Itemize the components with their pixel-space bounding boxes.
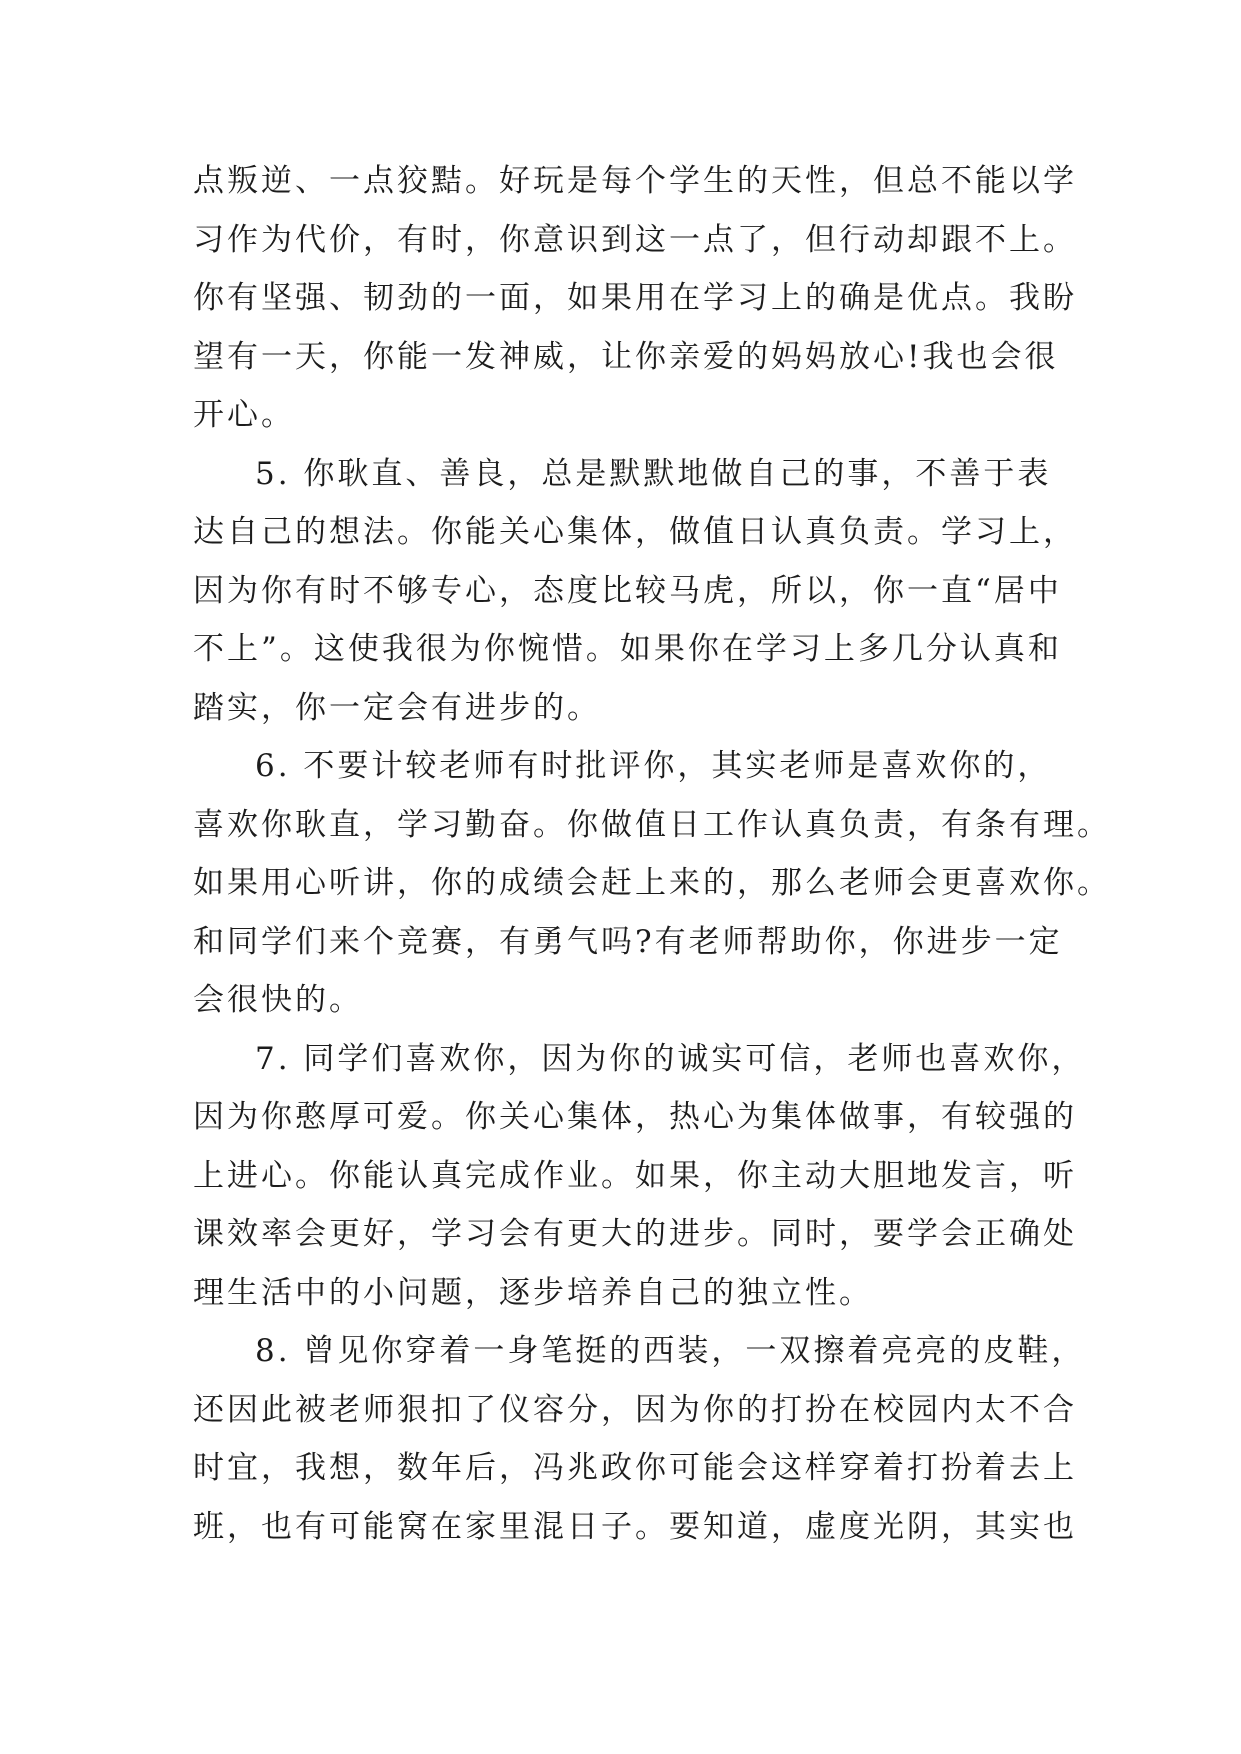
text-line: 因为你有时不够专心，态度比较马虎，所以，你一直“居中 xyxy=(193,572,1062,609)
text-line: 点叛逆、一点狡黠。好玩是每个学生的天性，但总不能以学 xyxy=(193,163,1077,199)
text-line: 开心。 xyxy=(193,397,295,433)
paragraph-first-line: 8. 曾见你穿着一身笔挺的西装，一双擦着亮亮的皮鞋， xyxy=(255,1333,1086,1369)
text-line: 上进心。你能认真完成作业。如果，你主动大胆地发言，听 xyxy=(193,1157,1077,1194)
text-line: 会很快的。 xyxy=(193,982,363,1018)
paragraph-first-line: 5. 你耿直、善良，总是默默地做自己的事，不善于表 xyxy=(255,455,1052,492)
text-line: 踏实，你一定会有进步的。 xyxy=(193,689,601,726)
text-line: 课效率会更好，学习会有更大的进步。同时，要学会正确处 xyxy=(193,1216,1077,1252)
text-line: 如果用心听讲，你的成绩会赶上来的，那么老师会更喜欢你。 xyxy=(193,865,1111,901)
text-line: 还因此被老师狠扣了仪容分，因为你的打扮在校园内太不合 xyxy=(193,1391,1077,1428)
text-line: 班，也有可能窝在家里混日子。要知道，虚度光阴，其实也 xyxy=(193,1508,1077,1545)
body-text xyxy=(193,152,1111,1556)
text-line: 时宜，我想，数年后，冯兆政你可能会这样穿着打扮着去上 xyxy=(193,1450,1077,1486)
text-line: 和同学们来个竞赛，有勇气吗?有老师帮助你，你进步一定 xyxy=(193,923,1063,960)
text-line: 喜欢你耿直，学习勤奋。你做值日工作认真负责，有条有理。 xyxy=(193,806,1111,843)
paragraph-first-line: 7. 同学们喜欢你，因为你的诚实可信，老师也喜欢你， xyxy=(255,1040,1086,1077)
paragraph-first-line: 6. 不要计较老师有时批评你，其实老师是喜欢你的， xyxy=(255,748,1052,784)
text-line: 理生活中的小问题，逐步培养自己的独立性。 xyxy=(193,1274,873,1311)
text-line: 不上”。这使我很为你惋惜。如果你在学习上多几分认真和 xyxy=(193,631,1062,667)
text-line: 达自己的想法。你能关心集体，做值日认真负责。学习上， xyxy=(193,514,1077,550)
text-line: 习作为代价，有时，你意识到这一点了，但行动却跟不上。 xyxy=(193,221,1077,258)
text-line: 你有坚强、韧劲的一面，如果用在学习上的确是优点。我盼 xyxy=(193,280,1077,316)
text-line: 因为你憨厚可爱。你关心集体，热心为集体做事，有较强的 xyxy=(193,1099,1077,1135)
text-line: 望有一天，你能一发神威，让你亲爱的妈妈放心!我也会很 xyxy=(193,338,1059,375)
